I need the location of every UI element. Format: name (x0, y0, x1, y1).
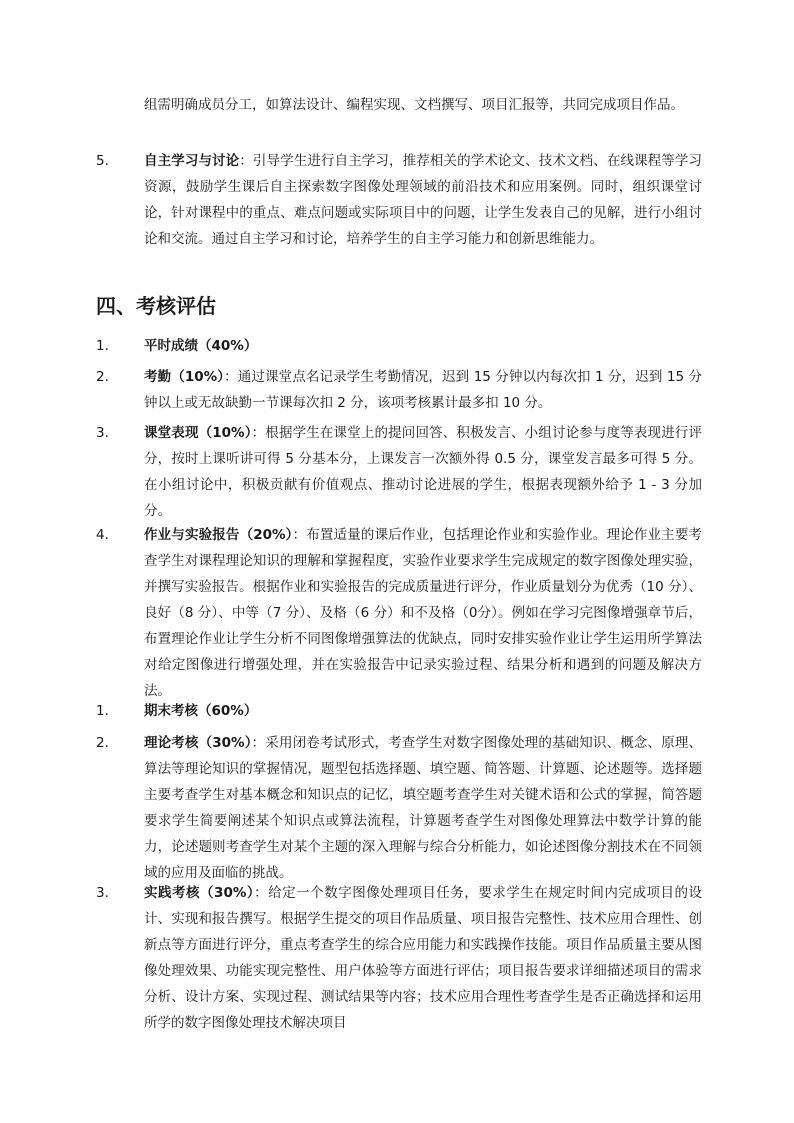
list-item-title: 考勤（10%） (144, 369, 225, 385)
list-item-text (144, 148, 702, 252)
list-item-title: 课堂表现（10%） (144, 425, 252, 441)
list-number: 3. (96, 885, 109, 901)
list-number: 2. (96, 369, 109, 385)
list-number: 1. (96, 338, 109, 354)
list-item-body: ：通过课堂点名记录学生考勤情况，迟到 15 分钟以内每次扣 1 分，迟到 15 分钟以上或无故缺勤一节课每次扣 2 分，该项考核累计最多扣 10 分。 (144, 369, 702, 411)
list-item-text (144, 730, 702, 886)
list-item-title: 实践考核（30%） (144, 885, 255, 901)
list-item-title: 作业与实验报告（20%） (144, 527, 293, 543)
list-item-body: ：引导学生进行自主学习，推荐相关的学术论文、技术文档、在线课程等学习资源，鼓励学生课后自主探索数字图像处理领域的前沿技术和应用案例。同时，组织课堂讨论，针对课程中的重点、难点问题或实际项目中的问题，让学生发表自己的见解，进行小组讨论和交流。通过自主学习和讨论，培养学生的自主学习能力和创新思维能力。 (144, 153, 703, 247)
list-item-title: 理论考核（30%） (144, 735, 252, 751)
list-number: 1. (96, 703, 109, 719)
list-item-text (144, 333, 702, 359)
list-item-title: 平时成绩（40%） (144, 338, 258, 354)
list-item-title: 期末考核（60%） (144, 703, 258, 719)
list-item-body: ：布置适量的课后作业，包括理论作业和实验作业。理论作业主要考查学生对课程理论知识的理解和掌握程度，实验作业要求学生完成规定的数字图像处理实验，并撰写实验报告。根据作业和实验报告的完成质量进行评分，作业质量划分为优秀（10 分）、良好（8 分）、中等（7 分）、及格（6 分）和不及格（0分）。例如在学习完图像增强章节后，布置理论作业让学生分析不同图像增强算法的优缺点，同时安排实验作业让学生运用所学算法对给定图像进行增强处理，并在实验报告中记录实验过程、结果分析和遇到的问题及解决方法。 (144, 527, 702, 699)
list-item-body: ：采用闭卷考试形式，考查学生对数字图像处理的基础知识、概念、原理、算法等理论知识的掌握情况，题型包括选择题、填空题、简答题、计算题、论述题等。选择题主要考查学生对基本概念和知识点的记忆，填空题考查学生对关键术语和公式的掌握，简答题要求学生简要阐述某个知识点或算法流程，计算题考查学生对图像处理算法中数学计算的能力，论述题则考查学生对某个主题的深入理解与综合分析能力，如论述图像分割技术在不同领域的应用及面临的挑战。 (144, 735, 702, 881)
list-number: 2. (96, 735, 109, 751)
list-item-text (144, 364, 702, 416)
list-item-text (144, 522, 702, 704)
list-item-text (144, 698, 702, 724)
list-number: 5. (96, 153, 109, 169)
list-number: 4. (96, 527, 109, 543)
list-number: 3. (96, 425, 109, 441)
list-item-text (144, 880, 702, 1036)
section-heading: 四、考核评估 (96, 294, 216, 318)
list-item-title: 自主学习与讨论 (144, 153, 240, 169)
list-item-body: ：根据学生在课堂上的提问回答、积极发言、小组讨论参与度等表现进行评分，按时上课听讲可得 5 分基本分，上课发言一次额外得 0.5 分，课堂发言最多可得 5 分。在小组讨论中，积极贡献有价值观点、推动讨论进展的学生，根据表现额外给予 1 - 3 分加分。 (144, 425, 702, 519)
list-item-body: ：给定一个数字图像处理项目任务，要求学生在规定时间内完成项目的设计、实现和报告撰写。根据学生提交的项目作品质量、项目报告完整性、技术应用合理性、创新点等方面进行评分，重点考查学生的综合应用能力和实践操作技能。项目作品质量主要从图像处理效果、功能实现完整性、用户体验等方面进行评估；项目报告要求详细描述项目的需求分析、设计方案、实现过程、测试结果等内容；技术应用合理性考查学生是否正确选择和运用所学的数字图像处理技术解决项目 (144, 885, 702, 1031)
list-item-text (144, 420, 702, 524)
paragraph-text: 组需明确成员分工，如算法设计、编程实现、文档撰写、项目汇报等，共同完成项目作品。 (144, 97, 684, 113)
